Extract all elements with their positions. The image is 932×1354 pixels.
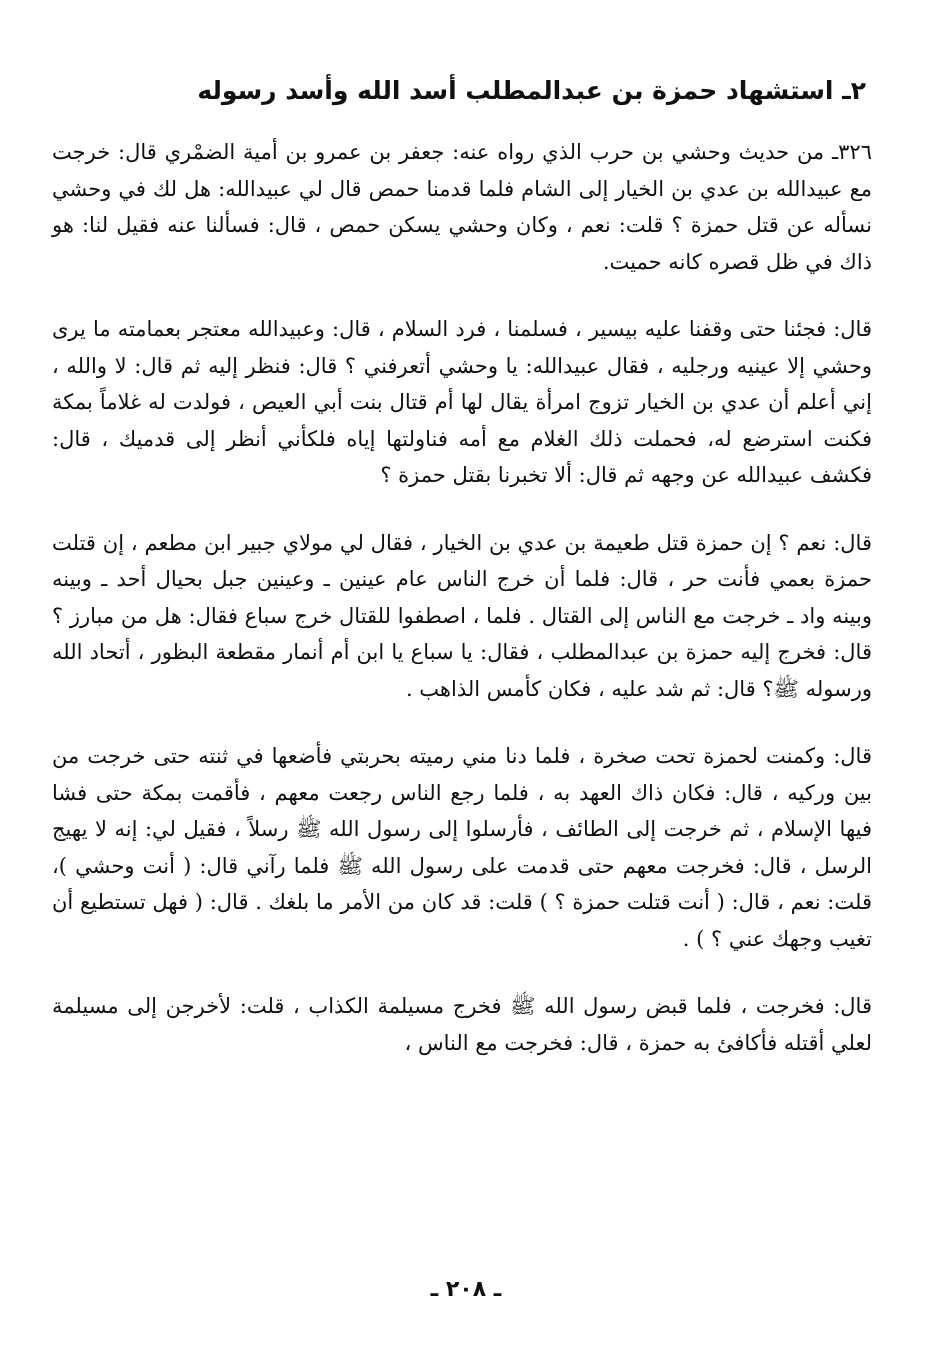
book-page: [52, 60, 872, 1350]
page-number: ـ ٢٠٨ ـ: [430, 1277, 502, 1302]
paragraph-3: قال: نعم ؟ إن حمزة قتل طعيمة بن عدي بن الخيار ، فقال لي مولاي جبير ابن مطعم ، إن قتلت حمزة بعمي فأنت حر ، قال: فلما أن خرج الناس عام عينين ـ وعينين جبل بحيال أحد ـ وبينه وبينه واد ـ خرجت مع الناس إلى القتال . فلما ، اصطفوا للقتال خرج سباع فقال: هل من مبارز ؟ قال: فخرج إليه حمزة بن عبدالمطلب ، فقال: يا سباع يا ابن أم أنمار مقطعة البظور ، أتحاد الله ورسوله ﷺ؟ قال: ثم شد عليه ، فكان كأمس الذاهب .: [52, 530, 872, 701]
paragraph-1: ٣٢٦ـ من حديث وحشي بن حرب الذي رواه عنه: جعفر بن عمرو بن أمية الضمْري قال: خرجت مع عبيدالله بن عدي بن الخيار إلى الشام فلما قدمنا حمص قال لي عبيدالله: هل لك في وحشي نسأله عن قتل حمزة ؟ قلت: نعم ، وكان وحشي يسكن حمص ، قال: فسألنا عنه فقيل لنا: هو ذاك في ظل قصره كانه حميت.: [52, 140, 872, 274]
paragraph-4: قال: وكمنت لحمزة تحت صخرة ، فلما دنا مني رميته بحربتي فأضعها في ثنته حتى خرجت من بين وركيه ، قال: فكان ذاك العهد به ، فلما رجع الناس رجعت معهم ، فأقمت بمكة حتى فشا فيها الإسلام ، ثم خرجت إلى الطائف ، فأرسلوا إلى رسول الله ﷺ رسلاً ، فقيل لي: إنه لا يهيج الرسل ، قال: فخرجت معهم حتى قدمت على رسول الله ﷺ فلما رآني قال: ( أنت وحشي )، قلت: نعم ، قال: ( أنت قتلت حمزة ؟ ) قلت: قد كان من الأمر ما بلغك . قال: ( فهل تستطيع أن تغيب وجهك عني ؟ ) .: [52, 744, 872, 951]
paragraph-5: قال: فخرجت ، فلما قبض رسول الله ﷺ فخرج مسيلمة الكذاب ، قلت: لأخرجن إلى مسيلمة لعلي أقتله فأكافئ به حمزة ، قال: فخرجت مع الناس ،: [52, 994, 872, 1055]
paragraph-2: قال: فجئنا حتى وقفنا عليه بيسير ، فسلمنا ، فرد السلام ، قال: وعبيدالله معتجر بعمامته ما يرى وحشي إلا عينيه ورجليه ، فقال عبيدالله: يا وحشي أتعرفني ؟ قال: فنظر إليه ثم قال: لا والله ، إني أعلم أن عدي بن الخيار تزوج امرأة يقال لها أم قتال بنت أبي العيص ، فولدت له غلاماً بمكة فكنت استرضع له، فحملت ذلك الغلام مع أمه فناولتها إياه فلكأني أنظر إلى قدميك ، قال: فكشف عبيدالله عن وجهه ثم قال: ألا تخبرنا بقتل حمزة ؟: [52, 317, 872, 487]
section-heading: ٢ـ استشهاد حمزة بن عبدالمطلب أسد الله وأسد رسوله: [197, 76, 866, 105]
